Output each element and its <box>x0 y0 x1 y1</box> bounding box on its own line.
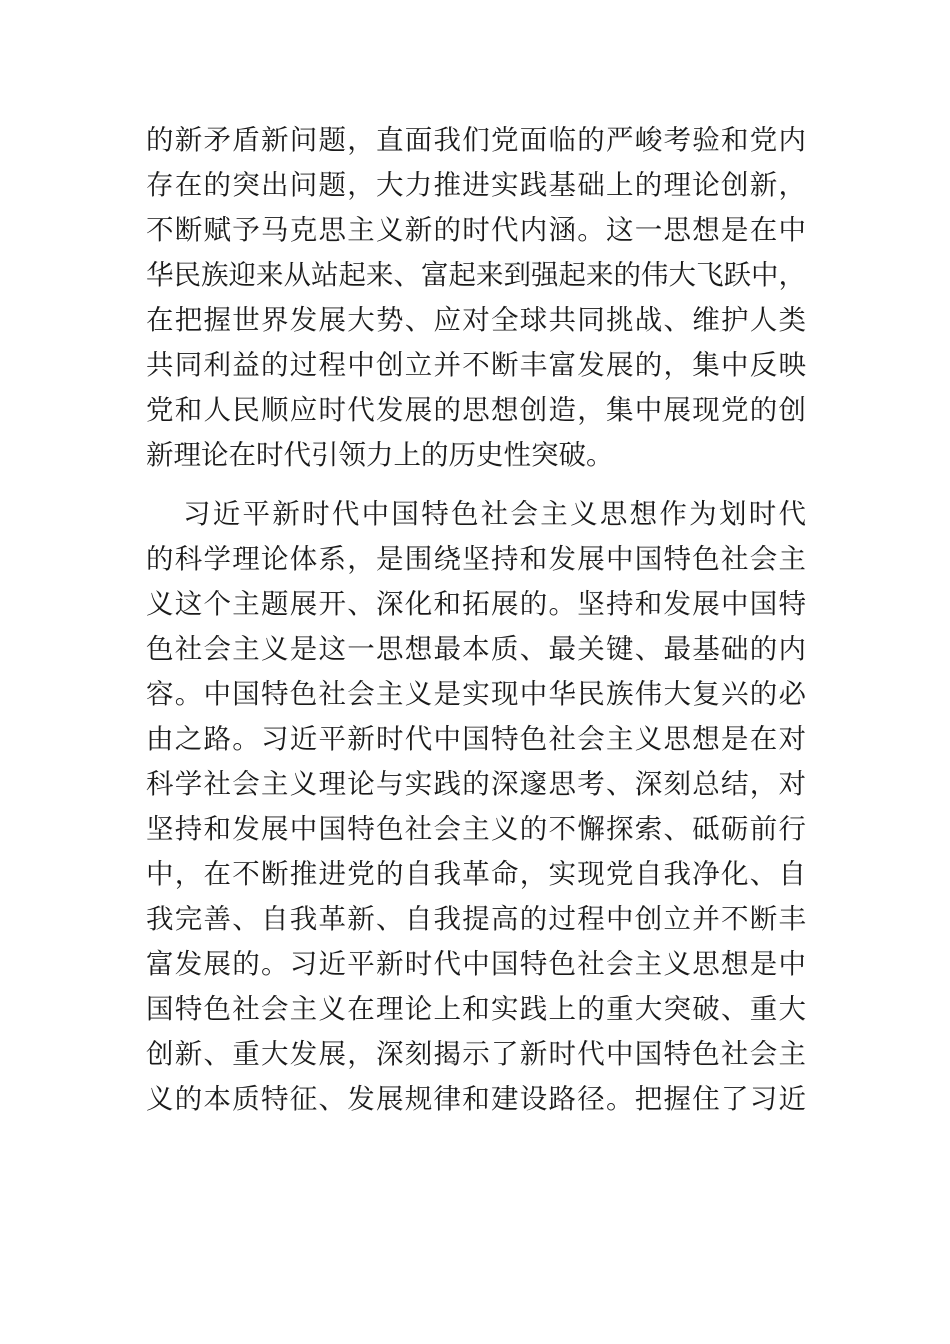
text-line: 由之路。习近平新时代中国特色社会主义思想是在对 <box>146 723 806 755</box>
text-line: 存在的突出问题，大力推进实践基础上的理论创新， <box>146 169 806 201</box>
text-line: 华民族迎来从站起来、富起来到强起来的伟大飞跃中， <box>146 259 806 291</box>
text-line: 义的本质特征、发展规律和建设路径。把握住了习近 <box>146 1083 806 1115</box>
text-line: 的科学理论体系，是围绕坚持和发展中国特色社会主 <box>146 543 806 575</box>
text-line: 在把握世界发展大势、应对全球共同挑战、维护人类 <box>146 304 806 336</box>
text-line: 党和人民顺应时代发展的思想创造，集中展现党的创 <box>146 394 806 426</box>
text-line: 科学社会主义理论与实践的深邃思考、深刻总结，对 <box>146 768 806 800</box>
text-line: 新理论在时代引领力上的历史性突破。 <box>146 439 614 471</box>
text-line: 中，在不断推进党的自我革命，实现党自我净化、自 <box>146 858 806 890</box>
text-line: 容。中国特色社会主义是实现中华民族伟大复兴的必 <box>146 678 806 710</box>
text-line: 的新矛盾新问题，直面我们党面临的严峻考验和党内 <box>146 124 806 156</box>
text-line: 义这个主题展开、深化和拓展的。坚持和发展中国特 <box>146 588 806 620</box>
text-line: 富发展的。习近平新时代中国特色社会主义思想是中 <box>146 948 806 980</box>
text-line: 习近平新时代中国特色社会主义思想作为划时代 <box>183 498 806 530</box>
text-line: 创新、重大发展，深刻揭示了新时代中国特色社会主 <box>146 1038 806 1070</box>
text-line: 坚持和发展中国特色社会主义的不懈探索、砥砺前行 <box>146 813 806 845</box>
text-line: 国特色社会主义在理论上和实践上的重大突破、重大 <box>146 993 806 1025</box>
paragraph-1 <box>146 118 806 478</box>
text-line: 我完善、自我革新、自我提高的过程中创立并不断丰 <box>146 903 806 935</box>
text-line: 色社会主义是这一思想最本质、最关键、最基础的内 <box>146 633 806 665</box>
body-text <box>146 118 806 1122</box>
text-line: 不断赋予马克思主义新的时代内涵。这一思想是在中 <box>146 214 806 246</box>
paragraph-2 <box>146 492 806 1122</box>
text-line: 共同利益的过程中创立并不断丰富发展的，集中反映 <box>146 349 806 381</box>
